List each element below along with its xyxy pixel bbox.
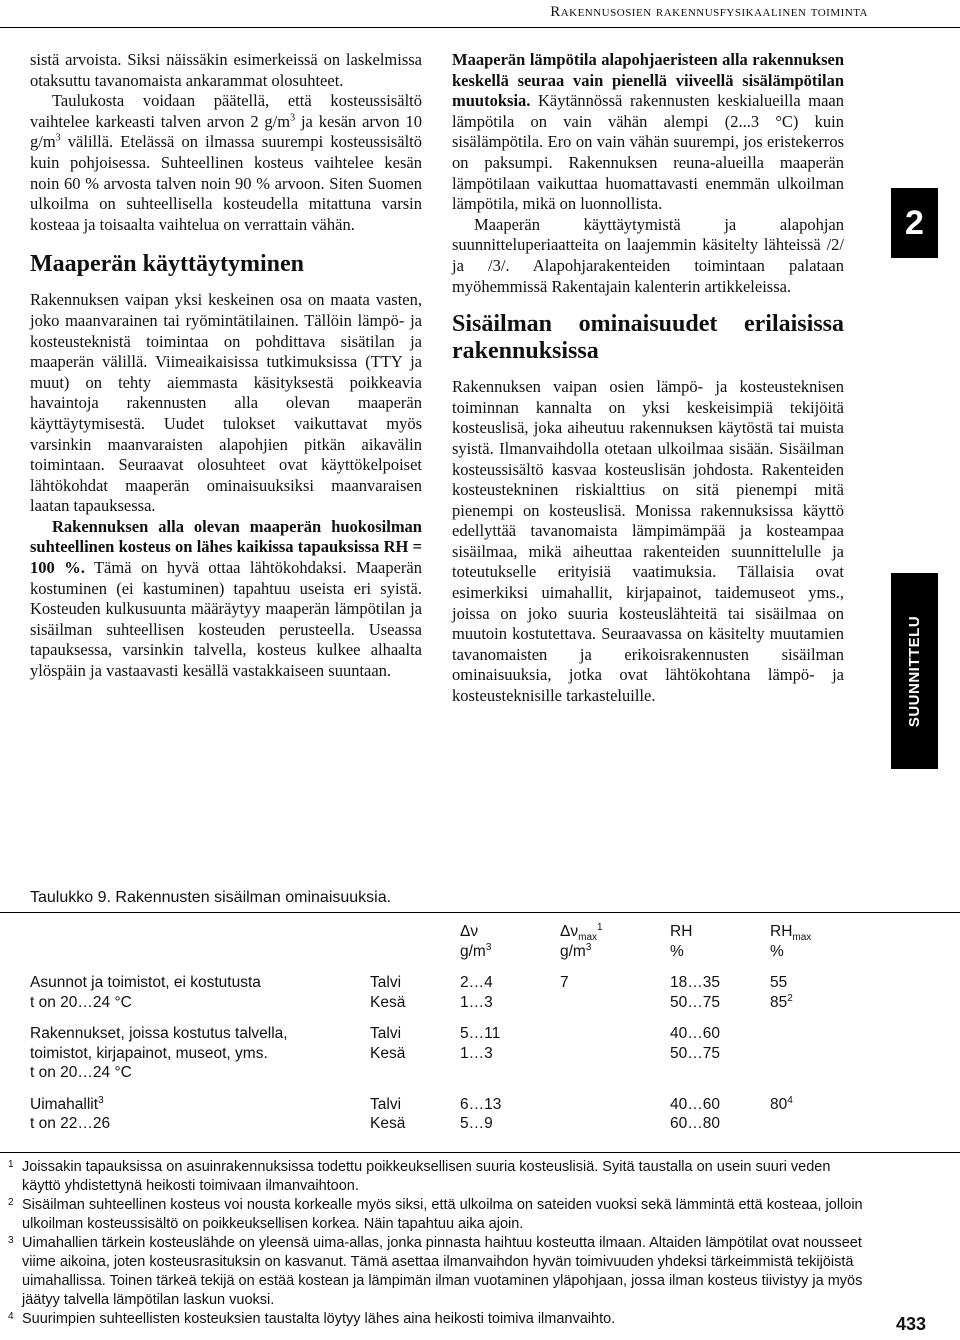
paragraph: Rakennuksen alla olevan maaperän huokosilman suhteellinen kosteus on lähes kaikissa tapauksissa RH = 100 %. Tämä on hyvä ottaa lähtökohdaksi. Maaperän kostuminen (ei kastuminen) tapahtuu useista eri syistä. Kosteuden kulkusuunta määräytyy maaperän lämpötilan ja sisäilman suhteellisen kosteuden perusteella. Useassa tapauksessa, varsinkin talvella, kosteus kulkee alhaalta ylöspäin ja vastaavasti kesällä vastakkaiseen suuntaan.: [30, 516, 422, 681]
table-row: t on 20…24 °C Kesä 1…3 50…75 $85^2$: [30, 992, 793, 1011]
header-dvmax: $\Delta\nu_{max}^1$: [560, 921, 603, 944]
table-header-row: [30, 922, 870, 942]
unit-rh: %: [670, 942, 684, 960]
section-heading: Maaperän käyttäytyminen: [30, 251, 304, 278]
table-bottom-rule: [0, 1152, 960, 1153]
paragraph: Maaperän lämpötila alapohjaeristeen alla rakennuksen keskellä seuraa vain pienellä viiveellä sisälämpötilan muutoksia. Käytännössä rakennusten keskialueilla maan lämpötila on vain vähän alempi (2...3 °C) kuin sisälämpötila. Ero on vain vähän suurempi, jos eristekerros on paksumpi. Rakennuksen reuna-alueilla maaperän lämpötilaan vaikuttaa huomattavasti enemmän ulkoilman lämpötila, mikä on luonnollista.: [452, 50, 844, 214]
paragraph: Taulukosta voidaan päätellä, että kosteussisältö vaihtelee karkeasti talven arvon 2 $g/m^3$ ja kesän arvon 10 $g/m^3$ välillä. Etelässä on ilmassa suurempi kosteussisältö kuin pohjoisessa. Suhteellinen kosteus vaihtelee kesän noin 60 % arvosta talven noin 90 % arvoon. Siten Suomen ulkoilma on suhteellisella kosteudella mitattuna varsin kosteaa ja toisaalta vaihtelua on verrattain vähän.: [30, 91, 423, 234]
footnote: 1 Joissakin tapauksissa on asuinrakennuksissa todettu poikkeuksellisen suuria kosteuslisiä. Syitä taustalla on usein suuri veden käyttö yhdistettynä heikosti toimivaan ilmanvaihtoon.: [8, 1159, 831, 1194]
chapter-number-tab: 2: [891, 188, 938, 258]
paragraph: Maaperän käyttäytymistä ja alapohjan suunnitteluperiaatteita on laajemmin käsitelty lähteissä /2/ ja /3/. Alapohjarakenteiden toimintaan palataan myöhemmissä Rakentajain kalenterin artikkeleissa.: [452, 214, 844, 296]
unit-rhmax: %: [770, 942, 784, 960]
unit-dvmax: $g/m^3$: [560, 941, 592, 960]
section-tab-label: SUUNNITTELU: [906, 615, 924, 727]
header-rule: [0, 27, 960, 28]
table-row: t on 20…24 °C: [30, 1064, 132, 1081]
header-dv: Δν: [460, 923, 479, 940]
paragraph: Rakennuksen vaipan osien lämpö- ja kosteusteknisen toiminnan kannalta on yksi keskeisimpiä tekijöitä kosteuslisä, joka aiheutuu rakennuksen käytöstä tai muista syistä. Ilmanvaihdolla otetaan ulkoilmaa sisään. Sisäilman kosteussisältö kasvaa kosteuslisän johdosta. Rakenteiden kosteustekninen riskialttius on sitä pienempi mitä pienempi on kosteuslisä. Monissa rakennuksissa käyttö edellyttää tavanomaista lämpimämpää ja kosteampaa sisäilmaa, mikä aiheuttaa rakenteiden suunnittelulle ja toteutukselle erityisiä vaatimuksia. Tällaisia ovat esimerkiksi uimahallit, kirjapainot, taidemuseot yms., joissa on joko suuria kosteuslähteitä tai sisäilmaa on muutoin kostutettava. Seuraavassa on käsitelty muutamien tavanomaisten ja erikoisrakennusten sisäilman ominaisuuksia, jotka ovat lähtökohtana lämpö- ja kosteusteknisille tarkasteluille.: [452, 377, 844, 706]
indoor-air-table: [30, 922, 870, 1134]
footnote: 3 Uimahallien tärkein kosteuslähde on yleensä uima-allas, jonka pinnasta haihtuu kosteutta ilmaan. Altaiden lämpötilat ovat nousseet viime aikoina, joten kosteusrasituksin on kasvanut. Tämä asettaa ilmanvaihdon hyvän toimivuuden yhdeksi tärkeimmistä tekijöistä uimahallissa. Toinen tärkeä tekijä on estää kostean ja lämpimän ilman vuotaminen yläpohjaan, jossa ilman kosteus tiivistyy ja myös jäätyy talvella lämpötilan laskun vuoksi.: [8, 1235, 863, 1308]
footnote: 4 Suurimpien suhteellisten kosteuksien taustalta löytyy lähes aina heikosti toimiva ilmanvaihto.: [8, 1311, 616, 1327]
running-header: Rakennusosien rakennusfysikaalinen toiminta: [550, 4, 868, 20]
unit-dv: $g/m^3$: [460, 941, 492, 960]
table-top-rule: [0, 912, 960, 913]
table-caption: Taulukko 9. Rakennusten sisäilman ominaisuuksia.: [30, 889, 392, 906]
table-row: toimistot, kirjapainot, museot, yms. Kesä 1…3 50…75: [30, 1044, 720, 1062]
header-rh: RH: [670, 923, 693, 940]
table-row: Uimahallit$^3$ Talvi 6…13 40…60 $80^4$: [30, 1094, 793, 1113]
left-column: [30, 50, 422, 682]
paragraph: sistä arvoista. Siksi näissäkin esimerkeissä on laskelmissa otaksuttu tavanomaista ankarammat olosuhteet.: [30, 50, 422, 90]
footnote: 2 Sisäilman suhteellinen kosteus voi nousta korkealle myös siksi, että ulkoilma on sateiden vuoksi sekä lämmintä että kosteaa, jolloin ulkoilman kosteussisältö on poikkeuksellisen korkea. Näin tapahtuu aika ajoin.: [8, 1197, 863, 1232]
footnotes: [8, 1158, 868, 1329]
page-number: 433: [895, 1314, 926, 1334]
table-row: Asunnot ja toimistot, ei kostutusta Talvi 2…4 7 18…35 55: [30, 974, 788, 991]
table-row: Rakennukset, joissa kostutus talvella, Talvi 5…11 40…60: [30, 1025, 720, 1042]
right-column: [452, 50, 844, 707]
table-row: t on 22…26 Kesä 5…9 60…80: [30, 1115, 720, 1132]
paragraph: Rakennuksen vaipan yksi keskeinen osa on maata vasten, joko maanvarainen tai ryömintätilainen. Tällöin lämpö- ja kosteusteknistä toimintaa on pohdittava sisätilan ja maaperän välillä. Viimeaikaisissa tutkimuksissa (TTY ja muut) on tehty aiemmasta käsityksestä poikkeavia havaintoja rakennusten alla olevan maaperän käyttäytymisestä. Uudet tulokset vaikuttavat myös varsinkin maanvaraisten alapohjien pitkän aikavälin toimintaan. Seuraavat olosuhteet ovat käyttökelpoiset lähtökohdat maaperän ominaisuuksiksi maanvaraisen laatan tapauksessa.: [30, 290, 422, 516]
section-tab: [891, 573, 938, 769]
table-unit-row: [30, 942, 870, 962]
section-heading: Sisäilman ominaisuudet erilaisissa rakennuksissa: [452, 311, 844, 365]
header-rhmax: $RH_{max}$: [770, 923, 812, 944]
